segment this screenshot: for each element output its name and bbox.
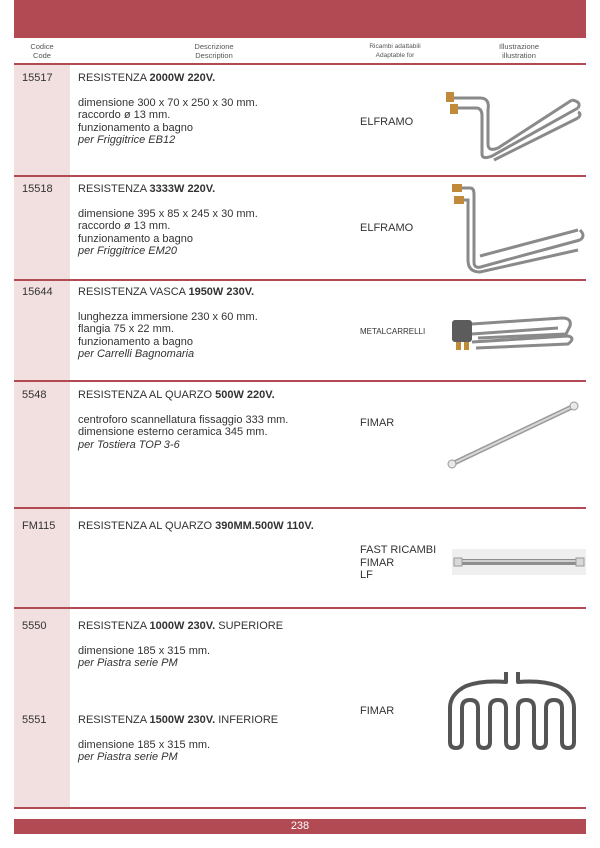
spec-line: flangia 75 x 22 mm. bbox=[78, 323, 174, 335]
divider bbox=[14, 380, 586, 382]
spec-line: funzionamento a bagno bbox=[78, 335, 193, 348]
top-banner bbox=[14, 0, 586, 38]
adaptable-brands: FIMAR bbox=[360, 417, 395, 429]
header-adaptable: Ricambi adattabili Adaptable for bbox=[369, 43, 421, 59]
adaptable-brands: FAST RICAMBI FIMAR LF bbox=[360, 544, 437, 581]
product-title: RESISTENZA 1000W 230V. SUPERIORE bbox=[78, 620, 284, 632]
header-description: Descrizione Description bbox=[194, 42, 234, 60]
divider bbox=[14, 63, 586, 65]
spec-line: dimensione 185 x 315 mm. bbox=[78, 738, 211, 751]
quartz-tube-image bbox=[452, 549, 586, 575]
adaptable-brands: ELFRAMO bbox=[360, 116, 414, 128]
product-description bbox=[78, 714, 358, 764]
usage-line: per Carrelli Bagnomaria bbox=[78, 348, 195, 360]
spec-line: centroforo scannellatura fissaggio 333 mm. bbox=[78, 413, 289, 426]
product-description bbox=[78, 620, 358, 670]
product-code: 5551 bbox=[22, 714, 47, 726]
spec-line: dimensione 185 x 315 mm. bbox=[78, 644, 211, 657]
product-description bbox=[78, 286, 358, 361]
product-title: RESISTENZA 2000W 220V. bbox=[78, 72, 216, 84]
product-code: 15518 bbox=[22, 183, 53, 195]
heating-element-image bbox=[448, 304, 578, 362]
product-description bbox=[78, 72, 358, 147]
product-code: 5548 bbox=[22, 389, 47, 401]
divider bbox=[14, 807, 586, 809]
product-code: 15644 bbox=[22, 286, 53, 298]
product-title: RESISTENZA VASCA 1950W 230V. bbox=[78, 286, 255, 298]
divider bbox=[14, 607, 586, 609]
product-description bbox=[78, 389, 358, 451]
quartz-tube-image bbox=[442, 398, 582, 474]
usage-line: per Piastra serie PM bbox=[78, 751, 178, 763]
product-title: RESISTENZA AL QUARZO 390MM.500W 110V. bbox=[78, 520, 314, 532]
adaptable-brands: METALCARRELLI bbox=[360, 327, 426, 336]
product-code: 15517 bbox=[22, 72, 53, 84]
divider bbox=[14, 175, 586, 177]
product-code: 5550 bbox=[22, 620, 47, 632]
product-description bbox=[78, 520, 368, 533]
product-title: RESISTENZA AL QUARZO 500W 220V. bbox=[78, 389, 275, 401]
usage-line: per Piastra serie PM bbox=[78, 657, 178, 669]
usage-line: per Tostiera TOP 3-6 bbox=[78, 438, 180, 451]
product-title: RESISTENZA 3333W 220V. bbox=[78, 183, 216, 195]
header-illustration: Illustrazione illustration bbox=[498, 42, 540, 60]
adaptable-brands: ELFRAMO bbox=[360, 222, 414, 234]
spec-line: raccordo ø 13 mm. bbox=[78, 109, 171, 121]
page-number: 238 bbox=[290, 820, 310, 832]
spec-line: raccordo ø 13 mm. bbox=[78, 220, 171, 232]
heating-element-image bbox=[432, 82, 582, 164]
usage-line: per Friggitrice EM20 bbox=[78, 245, 178, 257]
spec-line: dimensione 395 x 85 x 245 x 30 mm. bbox=[78, 207, 258, 220]
divider bbox=[14, 507, 586, 509]
grill-element-image bbox=[442, 668, 582, 758]
usage-line: per Friggitrice EB12 bbox=[78, 134, 176, 146]
table-header bbox=[14, 38, 586, 64]
spec-line: lunghezza immersione 230 x 60 mm. bbox=[78, 310, 258, 323]
spec-line: funzionamento a bagno bbox=[78, 121, 193, 134]
header-code: Codice Code bbox=[30, 42, 54, 60]
adaptable-brands: FIMAR bbox=[360, 705, 395, 717]
spec-line: dimensione esterno ceramica 345 mm. bbox=[78, 426, 268, 438]
product-title: RESISTENZA 1500W 230V. INFERIORE bbox=[78, 714, 279, 726]
product-code: FM115 bbox=[22, 520, 56, 532]
heating-element-image bbox=[440, 180, 586, 276]
divider bbox=[14, 279, 586, 281]
page-number-bar bbox=[14, 819, 586, 834]
spec-line: dimensione 300 x 70 x 250 x 30 mm. bbox=[78, 96, 258, 109]
product-description bbox=[78, 183, 358, 258]
spec-line: funzionamento a bagno bbox=[78, 232, 193, 245]
